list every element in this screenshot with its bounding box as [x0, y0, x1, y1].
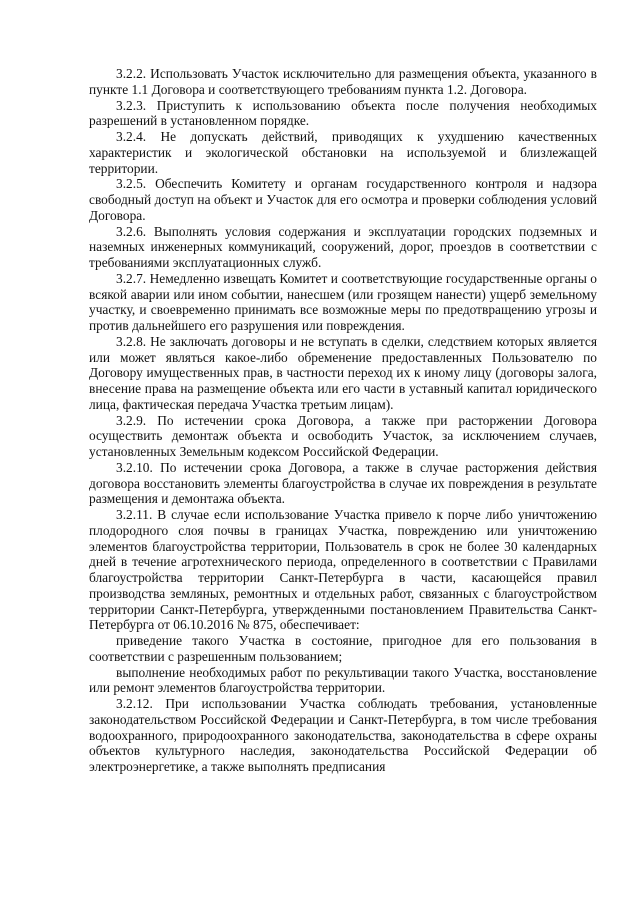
paragraph-3-2-11-item-2: выполнение необходимых работ по рекультивации такого Участка, восстановление или ремонт элементов благоустройства территории.: [89, 664, 597, 696]
paragraph-3-2-3: 3.2.3. Приступить к использованию объекта после получения необходимых разрешений в установленном порядке.: [89, 97, 597, 129]
paragraph-3-2-5: 3.2.5. Обеспечить Комитету и органам государственного контроля и надзора свободный доступ на объект и Участок для его осмотра и проверки соблюдения условий Договора.: [89, 176, 597, 223]
paragraph-3-2-11: 3.2.11. В случае если использование Участка привело к порче либо уничтожению плодородного слоя почвы в границах Участка, повреждению или уничтожению элементов благоустройства территории, Пользователь в срок не более 30 календарных дней в течение агротехнического периода, определенного в соответствии с Правилами благоустройства территории Санкт-Петербурга в части, касающейся правил производства земляных, ремонтных и отдельных работ, связанных с благоустройством территории Санкт-Петербурга, утвержденными постановлением Правительства Санкт-Петербурга от 06.10.2016 № 875, обеспечивает:: [89, 507, 597, 633]
paragraph-3-2-2: 3.2.2. Использовать Участок исключительно для размещения объекта, указанного в пункте 1.1 Договора и соответствующего требованиям пункта 1.2. Договора.: [89, 66, 597, 97]
paragraph-3-2-8: 3.2.8. Не заключать договоры и не вступать в сделки, следствием которых является или может являться какое-либо обременение предоставленных Пользователю по Договору имущественных прав, в частности переход их к иному лицу (договоры залога, внесение права на размещение объекта или его части в уставный капитал юридического лица, фактическая передача Участка третьим лицам).: [89, 333, 597, 412]
paragraph-3-2-11-item-1: приведение такого Участка в состояние, пригодное для его пользования в соответствии с разрешенным пользованием;: [89, 633, 597, 664]
paragraph-3-2-9: 3.2.9. По истечении срока Договора, а также при расторжении Договора осуществить демонтаж объекта и освободить Участок, за исключением случаев, установленных Земельным кодексом Российской Федерации.: [89, 412, 597, 459]
document-body: [89, 66, 597, 775]
paragraph-3-2-6: 3.2.6. Выполнять условия содержания и эксплуатации городских подземных и наземных инженерных коммуникаций, сооружений, дорог, проездов в соответствии с требованиями эксплуатационных служб.: [89, 223, 597, 270]
paragraph-3-2-12: 3.2.12. При использовании Участка соблюдать требования, установленные законодательством Российской Федерации и Санкт-Петербурга, в том числе требования водоохранного, природоохранного законодательства, законодательства в сфере охраны объектов культурного наследия, законодательства Российской Федерации об электроэнергетике, а также выполнять предписания: [89, 696, 597, 774]
paragraph-3-2-7: 3.2.7. Немедленно извещать Комитет и соответствующие государственные органы о всякой аварии или ином событии, нанесшем (или грозящем нанести) ущерб земельному участку, и своевременно принимать все возможные меры по предотвращению угрозы и против дальнейшего его разрушения или повреждения.: [89, 270, 597, 333]
paragraph-3-2-4: 3.2.4. Не допускать действий, приводящих к ухудшению качественных характеристик и экологической обстановки на используемой и близлежащей территории.: [89, 129, 597, 176]
paragraph-3-2-10: 3.2.10. По истечении срока Договора, а также в случае расторжения действия договора восстановить элементы благоустройства в случае их повреждения в результате размещения и демонтажа объекта.: [89, 459, 597, 507]
